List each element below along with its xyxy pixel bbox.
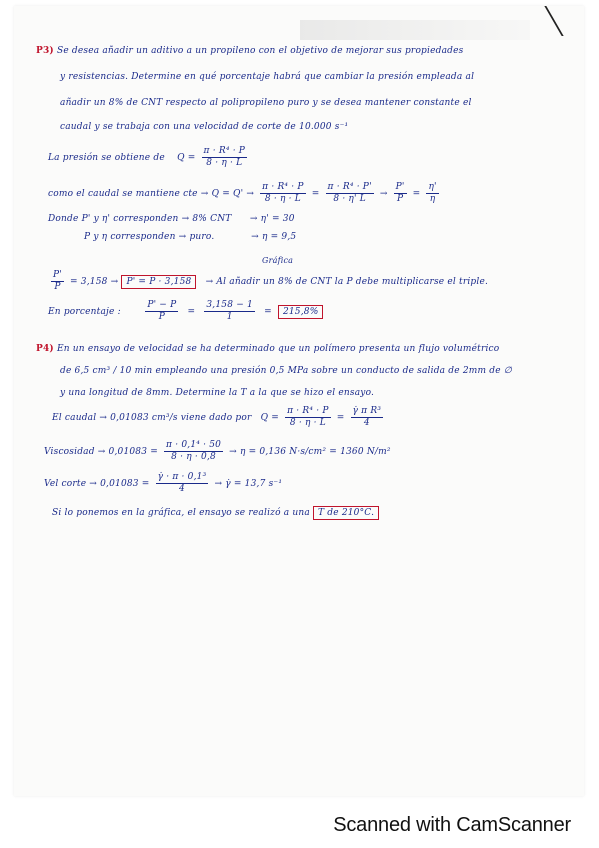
p3-donde-text-2: P y η corresponden → puro. — [84, 232, 215, 242]
p4-shear-rate-fraction — [156, 472, 209, 495]
fraction-denominator: η — [429, 194, 436, 204]
p3-fraction-3 — [394, 182, 407, 205]
p4-viscosity-line — [44, 440, 391, 463]
p3-caudal-eq: → Q = Q' → — [200, 189, 255, 199]
p3-ratio-value: = 3,158 → — [70, 277, 119, 287]
fraction-numerator: P' — [53, 270, 62, 280]
p4-q-lhs: Q = — [260, 413, 280, 423]
fraction-denominator: 8 · η · L — [264, 194, 301, 204]
p3-caudal-equation — [48, 182, 442, 205]
p4-shear-rate-text: Vel corte → 0,01083 = — [44, 479, 150, 489]
p4-caudal-line — [52, 406, 386, 429]
fraction-numerator: 3,158 − 1 — [206, 300, 253, 310]
p4-viscosity-result: → η = 0,136 N·s/cm² = 1360 N/m² — [229, 447, 391, 457]
fraction-numerator: π · R⁴ · P — [287, 406, 329, 416]
equals-sign: = — [412, 189, 421, 199]
p4-conclusion-text: Si lo ponemos en la gráfica, el ensayo se realizó a una — [52, 508, 310, 518]
p4-q-fraction-2 — [351, 406, 384, 429]
p3-pressure-fraction — [202, 146, 248, 169]
p3-pressure-formula — [48, 146, 250, 169]
fraction-denominator: 8 · η · L — [206, 158, 243, 168]
equals-sign: = — [311, 189, 320, 199]
p3-eta-prime-value: → η' = 30 — [249, 214, 295, 224]
p3-ratio-fraction — [51, 270, 64, 293]
fraction-numerator: π · 0,1⁴ · 50 — [166, 440, 222, 450]
equals-sign: = — [264, 307, 272, 317]
p4-text-1: En un ensayo de velocidad se ha determinado que un polímero presenta un flujo volumétrico — [56, 344, 500, 354]
p4-caudal-text: El caudal → 0,01083 cm³/s viene dado por — [52, 413, 252, 423]
p4-statement-line-2: de 6,5 cm³ / 10 min empleando una presión 0,5 MPa sobre un conducto de salida de 2mm de ∅ — [60, 366, 512, 376]
fraction-numerator: η' — [428, 182, 437, 192]
p3-eta-value: → η = 9,5 — [251, 232, 297, 242]
fraction-numerator: γ̇ · π · 0,1³ — [157, 472, 207, 482]
camscanner-watermark: Scanned with CamScanner — [333, 814, 571, 836]
p3-statement-line-3: añadir un 8% de CNT respecto al polipropileno puro y se desea mantener constante el — [60, 98, 472, 108]
p4-shear-rate-result: → γ̇ = 13,7 s⁻¹ — [214, 479, 283, 489]
fraction-numerator: γ̇ π R³ — [352, 406, 382, 416]
p4-temperature-result-box: T de 210°C. — [313, 506, 379, 520]
fraction-numerator: π · R⁴ · P — [262, 182, 304, 192]
fraction-numerator: π · R⁴ · P' — [327, 182, 372, 192]
fraction-numerator: P' − P — [147, 300, 177, 310]
fraction-denominator: 8 · η' L — [333, 194, 366, 204]
p3-percentage-label: En porcentaje : — [48, 307, 121, 317]
p3-percentage-line — [48, 300, 323, 323]
fraction-denominator: 4 — [363, 418, 370, 428]
fraction-numerator: π · R⁴ · P — [203, 146, 246, 156]
p3-ratio-note: → Al añadir un 8% de CNT la P debe multiplicarse el triple. — [205, 277, 489, 287]
p3-q-lhs: Q = — [177, 153, 196, 163]
p3-pct-fraction-1 — [145, 300, 178, 323]
p3-ratio-line — [48, 270, 488, 293]
p4-number: P4) — [36, 344, 54, 354]
bleed-through — [300, 20, 530, 40]
equals-sign: = — [336, 413, 345, 423]
p3-percentage-result-box: 215,8% — [278, 305, 324, 319]
fraction-denominator: P — [54, 282, 61, 292]
p3-donde-line-2 — [84, 232, 296, 242]
p3-donde-text-1: Donde P' y η' corresponden → 8% CNT — [48, 214, 232, 224]
p3-ratio-result-box: P' = P · 3,158 — [121, 275, 196, 289]
p3-fraction-1 — [260, 182, 306, 205]
equals-sign: = — [187, 307, 196, 317]
p3-grafica-note: Gráfica — [262, 256, 294, 265]
fraction-denominator: 8 · η · 0,8 — [171, 452, 216, 462]
p4-conclusion-line — [52, 508, 379, 518]
p4-statement-line-1 — [36, 344, 499, 354]
p4-viscosity-text: Viscosidad → 0,01083 = — [44, 447, 158, 457]
p4-statement-line-3: y una longitud de 8mm. Determine la T a la que se hizo el ensayo. — [60, 388, 375, 398]
fraction-denominator: 1 — [226, 312, 233, 322]
p4-q-fraction-1 — [285, 406, 331, 429]
p3-number: P3) — [36, 46, 54, 56]
p3-pressure-label: La presión se obtiene de — [48, 153, 165, 163]
p4-viscosity-fraction — [164, 440, 223, 463]
p3-statement-line-2: y resistencias. Determine en qué porcentaje habrá que cambiar la presión empleada al — [60, 72, 475, 82]
p3-pct-fraction-2 — [204, 300, 255, 323]
fraction-denominator: 8 · η · L — [289, 418, 326, 428]
fraction-denominator: P — [158, 312, 165, 322]
p3-donde-line-1 — [48, 214, 295, 224]
p3-text-1: Se desea añadir un aditivo a un propileno con el objetivo de mejorar sus propiedades — [56, 46, 464, 56]
p3-caudal-text: como el caudal se mantiene cte — [48, 189, 198, 199]
p3-fraction-4 — [426, 182, 438, 205]
arrow: → — [379, 189, 388, 199]
p3-statement-line-4: caudal y se trabaja con una velocidad de corte de 10.000 s⁻¹ — [60, 122, 349, 132]
p3-fraction-2 — [326, 182, 374, 205]
fraction-denominator: P — [396, 194, 404, 204]
fraction-denominator: 4 — [179, 484, 185, 494]
fraction-numerator: P' — [395, 182, 405, 192]
p4-shear-rate-line — [44, 472, 282, 495]
p3-statement-line-1 — [36, 46, 463, 56]
